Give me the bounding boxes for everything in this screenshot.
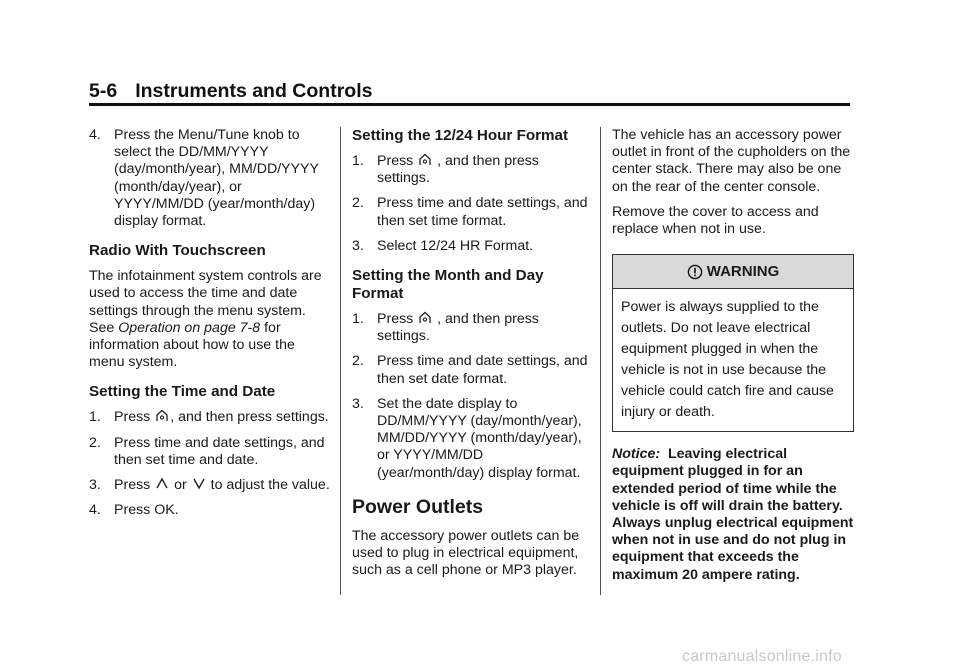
hour-format-heading: Setting the 12/24 Hour Format <box>352 127 569 144</box>
list-item: 2. Press time and date settings, and then set time format. <box>352 195 588 229</box>
list-item: 3. Press or to adjust the value. <box>89 477 330 494</box>
chevron-down-icon <box>193 477 205 490</box>
cross-reference-link[interactable]: Operation on page 7‑8 <box>118 319 261 336</box>
list-item: 1. Press , and then press settings. <box>352 311 539 345</box>
page-number: 5-6 <box>89 80 118 102</box>
warning-box <box>612 254 854 432</box>
power-outlets-paragraph: The accessory power outlets can be used to plug in electrical equipment, such as a cell phone or MP3 player. <box>352 527 580 579</box>
column-1 <box>89 127 331 527</box>
column-divider-2 <box>600 127 601 595</box>
section-title: Instruments and Controls <box>135 80 373 102</box>
warning-symbol-icon <box>687 264 703 280</box>
home-config-icon <box>156 409 168 422</box>
power-outlets-heading: Power Outlets <box>352 495 484 518</box>
header-rule <box>89 103 850 106</box>
chevron-up-icon <box>156 477 168 490</box>
outlet-location-paragraph: The vehicle has an accessory power outlet in front of the cupholders on the center stack. There may also be one on the rear of the center console. <box>612 127 851 195</box>
warning-header <box>613 255 853 289</box>
warning-text: Power is always supplied to the outlets. Do not leave electrical equipment plugged in when the vehicle is not in use because the vehicle could catch fire and cause injury or death. <box>621 299 834 421</box>
time-date-heading: Setting the Time and Date <box>89 383 276 401</box>
radio-paragraph: The infotainment system controls are used to access the time and date settings through the menu system. See Operation on page 7‑8 for information about how to use the menu system. <box>89 268 322 371</box>
watermark: carmanualsonline.info <box>682 648 842 665</box>
home-config-icon <box>419 311 431 324</box>
list-item: 4. Press the Menu/Tune knob to select the DD/MM/YYYY (day/month/year), MM/DD/YYYY (month/day/year), or YYYY/MM/DD (year/month/day) display format. <box>89 127 319 230</box>
list-item: 1. Press , and then press settings. <box>352 153 539 187</box>
notice-paragraph <box>612 446 854 584</box>
list-item: 3. Select 12/24 HR Format. <box>352 237 534 254</box>
month-day-heading: Setting the Month and Day Format <box>352 267 544 303</box>
home-config-icon <box>419 153 431 166</box>
cover-paragraph: Remove the cover to access and replace when not in use. <box>612 203 819 238</box>
list-item: 2. Press time and date settings, and then set time and date. <box>89 434 325 468</box>
list-item: 1. Press , and then press settings. <box>89 409 329 426</box>
notice-label: Notice: <box>612 446 661 463</box>
notice-text: Leaving electrical equipment plugged in for an extended period of time while the vehicle is off will drain the battery. Always unplug electrical equipment when not in use and do not plug in equipment that exceeds the maximum 20 ampere rating. <box>612 446 854 583</box>
radio-heading: Radio With Touchscreen <box>89 242 266 260</box>
warning-title: WARNING <box>706 263 780 281</box>
column-3 <box>612 127 854 592</box>
list-item: 3. Set the date display to DD/MM/YYYY (day/month/year), MM/DD/YYYY (month/day/year), or YYYY/MM/DD (year/month/day) display format. <box>352 395 582 481</box>
column-divider-1 <box>340 127 341 595</box>
column-2 <box>352 127 592 587</box>
list-item: 2. Press time and date settings, and then set date format. <box>352 353 588 387</box>
list-item: 4. Press OK. <box>89 502 179 519</box>
